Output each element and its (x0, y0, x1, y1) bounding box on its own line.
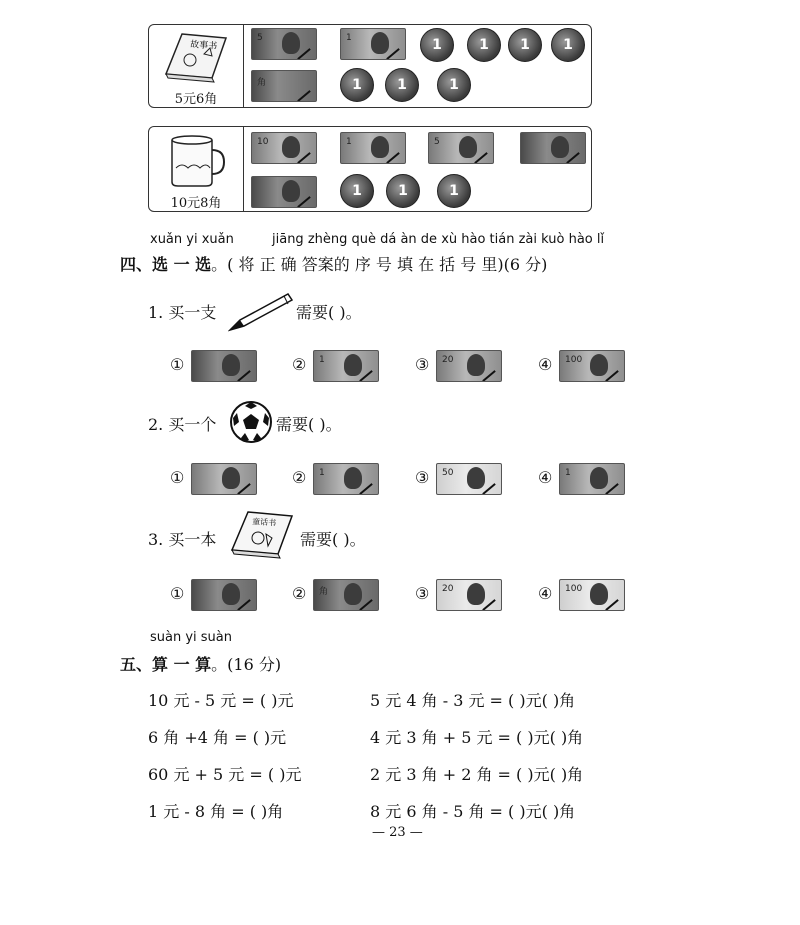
q2-option-1[interactable]: ① (170, 468, 185, 487)
pencil-icon (228, 290, 294, 332)
storybook-title: 故事书 (189, 40, 218, 52)
section4-pinyin-instruction: jiāng zhèng què dá àn de xù hào tián zài kuò hào lǐ (272, 232, 605, 247)
banknote-50-yuan: 50 (436, 463, 502, 495)
coin-1-yuan: 1 (420, 28, 454, 62)
coin-1-yuan: 1 (437, 68, 471, 102)
banknote-20-yuan: 20 (436, 350, 502, 382)
banknote-5-jiao (251, 176, 317, 208)
banknote-2-yuan (191, 463, 257, 495)
banknote-100-yuan: 100 (559, 350, 625, 382)
section4-heading (120, 252, 547, 275)
question-2-start: 2. 买一个 (148, 415, 217, 434)
q2-option-3[interactable]: ③ (415, 468, 430, 487)
banknote-5-yuan: 5 (428, 132, 494, 164)
q2-option-2[interactable]: ② (292, 468, 307, 487)
coin-1-yuan: 1 (385, 68, 419, 102)
section5-heading (120, 652, 281, 675)
coin-1-yuan: 1 (551, 28, 585, 62)
coin-1-yuan: 1 (437, 174, 471, 208)
banknote-1-yuan: 1 (340, 28, 406, 60)
section5-pinyin: suàn yi suàn (150, 630, 233, 645)
q1-option-3[interactable]: ③ (415, 355, 430, 374)
coin-1-yuan: 1 (508, 28, 542, 62)
box2-price: 10元8角 (170, 196, 222, 211)
equation-right-2: 4 元 3 角 + 5 元 = ( )元( )角 (370, 728, 584, 747)
storybook-icon (228, 508, 294, 560)
q3-option-3[interactable]: ③ (415, 584, 430, 603)
section5-instruction: 。(16 分) (211, 655, 282, 674)
banknote-100-yuan: 100 (559, 579, 625, 611)
coin-1-yuan: 1 (467, 28, 501, 62)
q1-option-2[interactable]: ② (292, 355, 307, 374)
banknote-5-jiao: 5 (251, 28, 317, 60)
banknote-1-yuan: 1 (313, 350, 379, 382)
equation-left-2: 6 角 +4 角 = ( )元 (148, 728, 287, 747)
banknote-1-yuan: 1 (340, 132, 406, 164)
question-1-end: 需要( )。 (296, 303, 362, 322)
banknote-5-jiao (520, 132, 586, 164)
q3-option-1[interactable]: ① (170, 584, 185, 603)
banknote-1-jiao: 角 (313, 579, 379, 611)
equation-left-4: 1 元 - 8 角 = ( )角 (148, 802, 284, 821)
q1-option-4[interactable]: ④ (538, 355, 553, 374)
question-3-end: 需要( )。 (300, 530, 366, 549)
q3-option-4[interactable]: ④ (538, 584, 553, 603)
box-divider (243, 127, 244, 211)
banknote-5-jiao (191, 579, 257, 611)
section4-pinyin-title: xuǎn yi xuǎn (150, 232, 234, 247)
equation-right-3: 2 元 3 角 + 2 角 = ( )元( )角 (370, 765, 584, 784)
coin-1-yuan: 1 (340, 68, 374, 102)
section4-title: 四、选 一 选 (120, 255, 212, 274)
coin-1-yuan: 1 (340, 174, 374, 208)
coin-1-yuan: 1 (386, 174, 420, 208)
page-number: — 23 — (372, 825, 423, 840)
equation-right-4: 8 元 6 角 - 5 角 = ( )元( )角 (370, 802, 576, 821)
mug-picture (168, 134, 226, 188)
section4-instruction: 。( 将 正 确 答案的 序 号 填 在 括 号 里)(6 分) (211, 255, 548, 274)
storybook-picture (160, 30, 230, 84)
q1-option-1[interactable]: ① (170, 355, 185, 374)
question-3-start: 3. 买一本 (148, 530, 217, 549)
banknote-10-yuan: 10 (251, 132, 317, 164)
question-1-start: 1. 买一支 (148, 303, 217, 322)
section5-title: 五、算 一 算 (120, 655, 212, 674)
q3-option-2[interactable]: ② (292, 584, 307, 603)
q2-option-4[interactable]: ④ (538, 468, 553, 487)
banknote-1-yuan: 1 (559, 463, 625, 495)
banknote-1-yuan: 1 (313, 463, 379, 495)
question-2-end: 需要( )。 (276, 415, 342, 434)
equation-right-1: 5 元 4 角 - 3 元 = ( )元( )角 (370, 691, 576, 710)
soccer-ball-icon (229, 400, 273, 444)
box1-price: 5元6角 (174, 92, 218, 107)
equation-left-1: 10 元 - 5 元 = ( )元 (148, 691, 294, 710)
equation-left-3: 60 元 + 5 元 = ( )元 (148, 765, 302, 784)
box-divider (243, 25, 244, 107)
banknote-1-jiao: 角 (251, 70, 317, 102)
banknote-20-yuan: 20 (436, 579, 502, 611)
fairy-tale-book-title: 童话书 (251, 517, 277, 528)
banknote-5-jiao (191, 350, 257, 382)
